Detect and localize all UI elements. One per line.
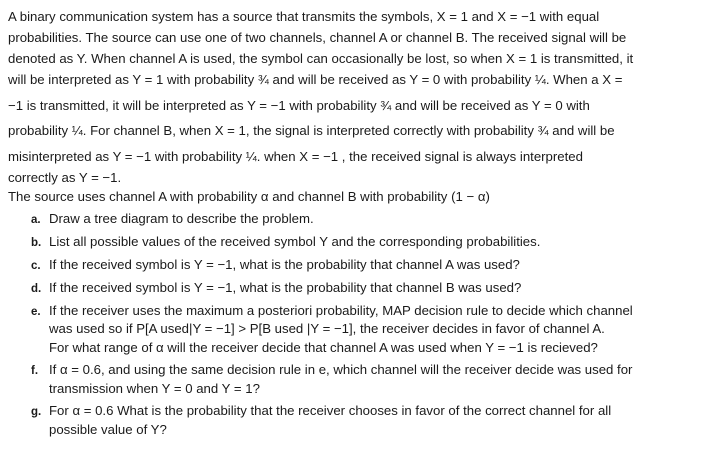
question-text: Draw a tree diagram to describe the problem. bbox=[49, 211, 314, 226]
question-text: If α = 0.6, and using the same decision rule in e, which channel will the receiver decide was used for bbox=[49, 362, 633, 377]
question-text: If the received symbol is Y = −1, what is the probability that channel B was used? bbox=[49, 280, 522, 295]
question-label: a. bbox=[31, 214, 41, 226]
paragraph-line: probability ¼. For channel B, when X = 1, the signal is interpreted correctly with probability ¾ and will be bbox=[8, 123, 615, 138]
paragraph-line: correctly as Y = −1. bbox=[8, 170, 122, 185]
question-d bbox=[31, 279, 521, 298]
question-g bbox=[31, 402, 611, 421]
question-label: f. bbox=[31, 365, 39, 377]
question-text: If the receiver uses the maximum a posteriori probability, MAP decision rule to decide which channel bbox=[49, 303, 633, 318]
question-text: If the received symbol is Y = −1, what is the probability that channel A was used? bbox=[49, 257, 520, 272]
question-text: For α = 0.6 What is the probability that the receiver chooses in favor of the correct channel for all bbox=[49, 403, 612, 418]
question-text-continued: For what range of α will the receiver decide that channel A was used when Y = −1 is recieved? bbox=[49, 340, 598, 355]
question-label: c. bbox=[31, 260, 41, 272]
question-a bbox=[31, 210, 314, 229]
paragraph-line: will be interpreted as Y = 1 with probability ¾ and will be received as Y = 0 with probability ¼. When a X = bbox=[8, 72, 623, 87]
question-c bbox=[31, 256, 520, 275]
question-label: d. bbox=[31, 283, 42, 295]
paragraph-line: probabilities. The source can use one of two channels, channel A or channel B. The received signal will be bbox=[8, 30, 627, 45]
paragraph-line: misinterpreted as Y = −1 with probability ¼. when X = −1 , the received signal is always interpreted bbox=[8, 149, 583, 164]
question-f bbox=[31, 361, 632, 380]
question-b bbox=[31, 233, 540, 252]
question-e bbox=[31, 302, 633, 321]
paragraph-line: A binary communication system has a source that transmits the symbols, X = 1 and X = −1 with equal bbox=[8, 9, 600, 24]
paragraph-line: denoted as Y. When channel A is used, the symbol can occasionally be lost, so when X = 1 is transmitted, it bbox=[8, 51, 634, 66]
question-label: g. bbox=[31, 406, 42, 418]
question-text-continued: possible value of Y? bbox=[49, 422, 167, 437]
question-text: List all possible values of the received symbol Y and the corresponding probabilities. bbox=[49, 234, 541, 249]
question-text-continued: transmission when Y = 0 and Y = 1? bbox=[49, 381, 260, 396]
paragraph-line: The source uses channel A with probability α and channel B with probability (1 − α) bbox=[8, 189, 490, 204]
question-text-continued: was used so if P[A used|Y = −1] > P[B used |Y = −1], the receiver decides in favor of channel A. bbox=[49, 321, 605, 336]
question-label: e. bbox=[31, 306, 41, 318]
question-label: b. bbox=[31, 237, 42, 249]
paragraph-line: −1 is transmitted, it will be interpreted as Y = −1 with probability ¾ and will be received as Y = 0 with bbox=[8, 98, 590, 113]
